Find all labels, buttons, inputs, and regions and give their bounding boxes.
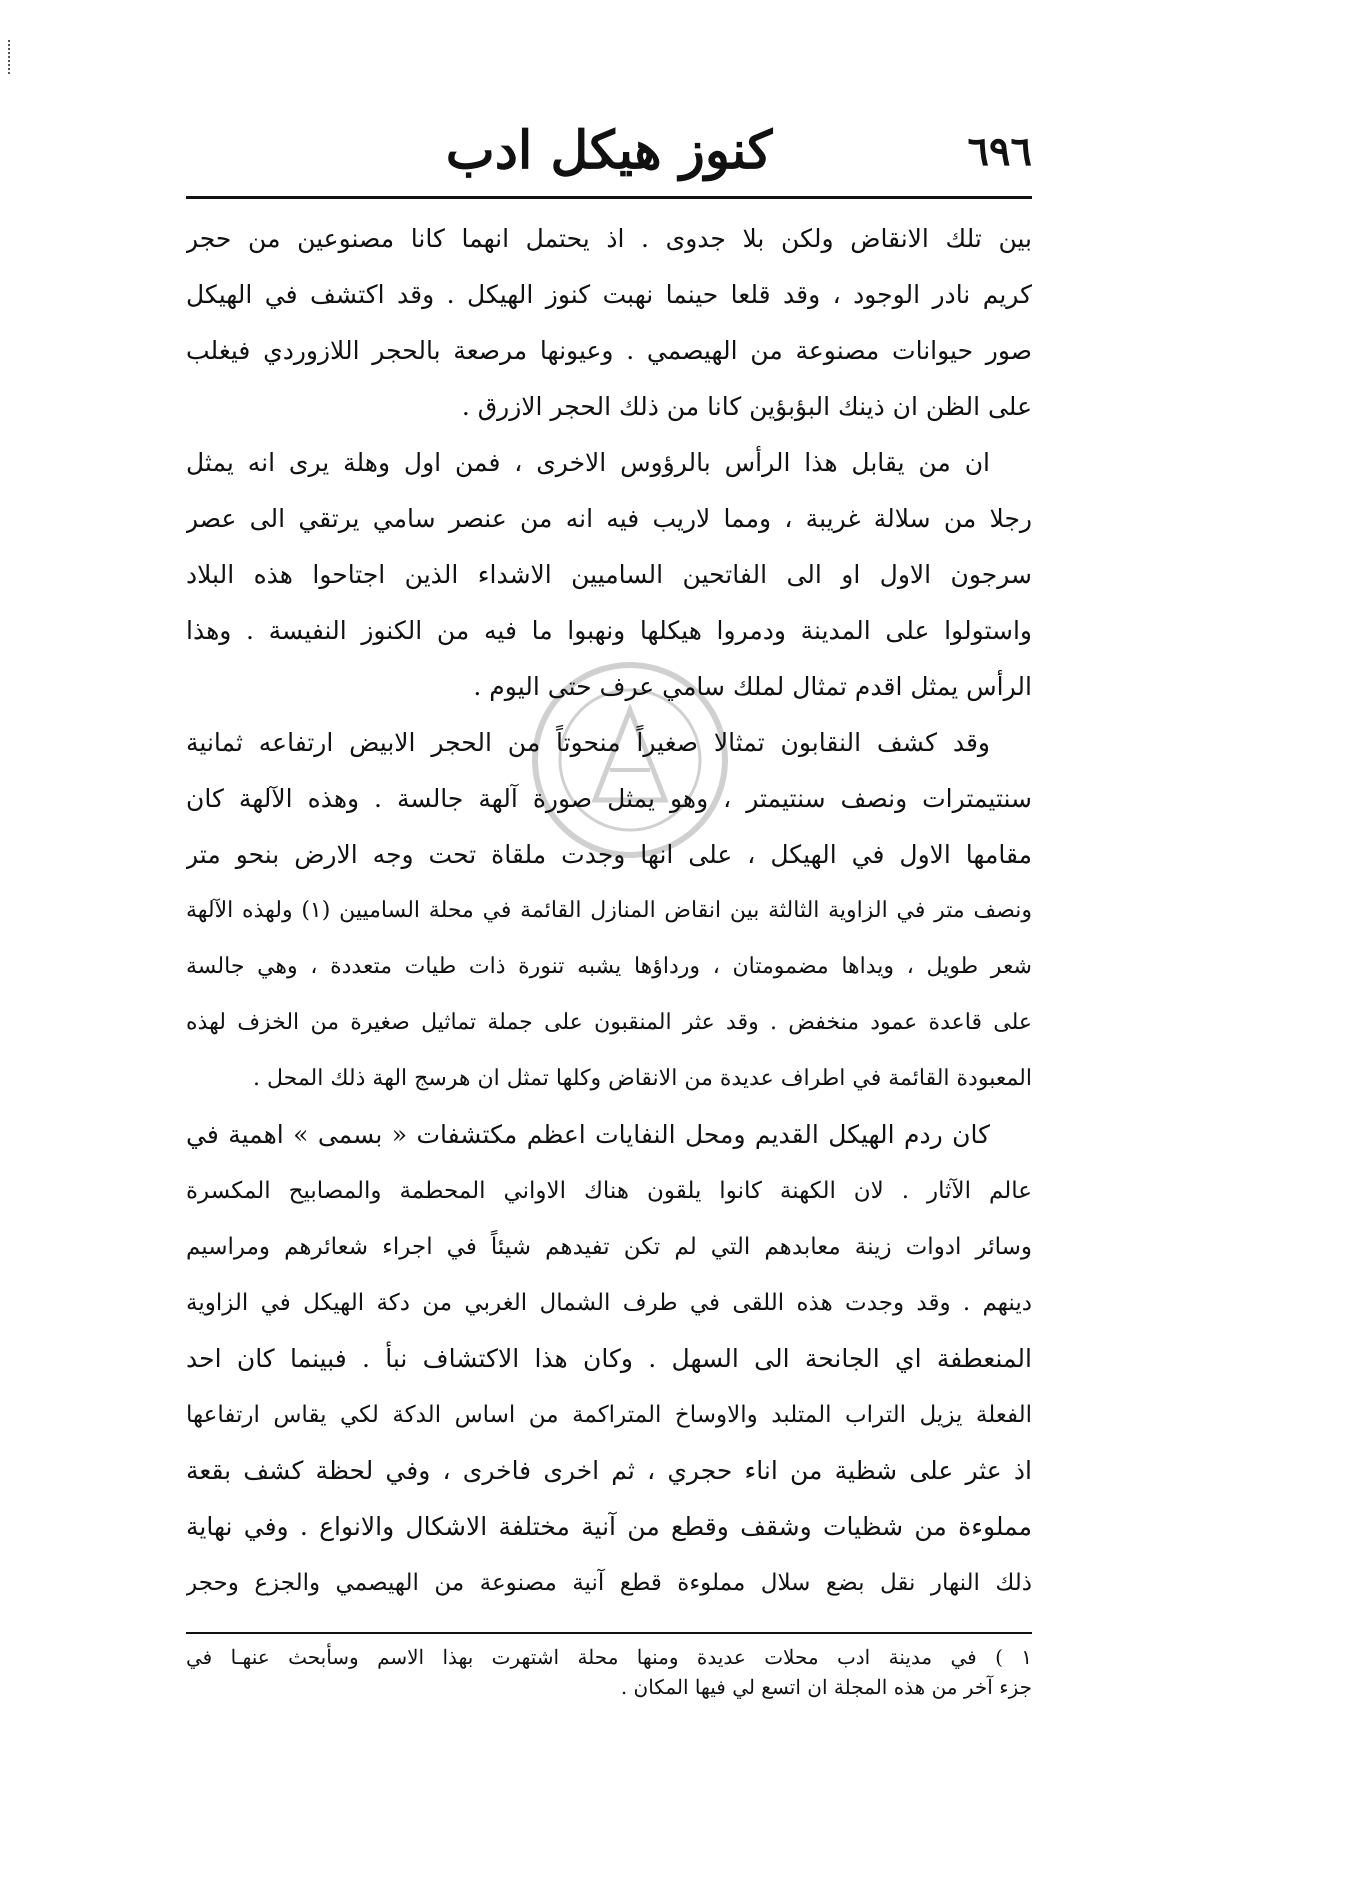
text-line: الرأس يمثل اقدم تمثال لملك سامي عرف حتى اليوم . xyxy=(473,672,1032,701)
text-line: ان من يقابل هذا الرأس بالرؤوس الاخرى ، فمن اول وهلة يرى انه يمثل xyxy=(186,448,990,477)
text-line: المنعطفة اي الجانحة الى السهل . وكان هذا الاكتشاف نبأ . فبينما كان احد xyxy=(186,1344,1032,1373)
text-line: سنتيمترات ونصف سنتيمتر ، وهو يمثل صورة آلهة جالسة . وهذه الآلهة كان xyxy=(186,784,1032,813)
text-line: سرجون الاول او الى الفاتحين الساميين الاشداء الذين اجتاحوا هذه البلاد xyxy=(186,560,1032,589)
text-line: عالم الآثار . لان الكهنة كانوا يلقون هناك الاواني المحطمة والمصابيح المكسرة xyxy=(186,1178,1032,1204)
text-line: ذلك النهار نقل بضع سلال مملوءة قطع آنية مصنوعة من الهيصمي والجزع وحجر xyxy=(186,1570,1032,1596)
text-line: كريم نادر الوجود ، وقد قلعا حينما نهبت كنوز الهيكل . وقد اكتشف في الهيكل xyxy=(186,280,1032,309)
footnote-rule xyxy=(186,1632,1032,1634)
text-line: مملوءة من شظيات وشقف وقطع من آنية مختلفة الاشكال والانواع . وفي نهاية xyxy=(186,1512,1032,1541)
text-line: رجلا من سلالة غريبة ، ومما لاريب فيه انه من عنصر سامي يرتقي الى عصر xyxy=(186,504,1032,533)
text-line: اذ عثر على شظية من اناء حجري ، ثم اخرى فاخرى ، وفي لحظة كشف بقعة xyxy=(186,1456,1032,1485)
text-line: على الظن ان ذينك البؤبؤين كانا من ذلك الحجر الازرق . xyxy=(461,392,1032,421)
header-rule xyxy=(186,196,1032,199)
body-text xyxy=(186,214,1032,1620)
text-line: مقامها الاول في الهيكل ، على انها وجدت ملقاة تحت وجه الارض بنحو متر xyxy=(186,840,1032,869)
text-line: على قاعدة عمود منخفض . وقد عثر المنقبون على جملة تماثيل صغيرة من الخزف لهذه xyxy=(186,1010,1032,1035)
footnote-line: ١ ) في مدينة ادب محلات عديدة ومنها محلة اشتهرت بهذا الاسم وسأبحث عنهـا في xyxy=(186,1645,1032,1669)
footnotes xyxy=(186,1642,1032,1702)
text-line: الفعلة يزيل التراب المتلبد والاوساخ المتراكمة من اساس الدكة لكي يقاس ارتفاعها xyxy=(186,1402,1032,1428)
text-line: وسائر ادوات زينة معابدهم التي لم تكن تفيدهم شيئاً في اجراء شعائرهم ومراسيم xyxy=(186,1234,1032,1260)
text-line: صور حيوانات مصنوعة من الهيصمي . وعيونها مرصعة بالحجر اللازوردي فيغلب xyxy=(186,336,1032,365)
text-line: دينهم . وقد وجدت هذه اللقى في طرف الشمال الغربي من دكة الهيكل في الزاوية xyxy=(186,1290,1032,1316)
text-line: شعر طويل ، ويداها مضمومتان ، ورداؤها يشبه تنورة ذات طيات متعددة ، وهي جالسة xyxy=(186,954,1032,979)
text-line: كان ردم الهيكل القديم ومحل النفايات اعظم مكتشفات « بسمى » اهمية في xyxy=(186,1120,990,1149)
text-line: بين تلك الانقاض ولكن بلا جدوى . اذ يحتمل انهما كانا مصنوعين من حجر xyxy=(186,224,1032,253)
page-header xyxy=(186,120,1032,196)
text-line: وقد كشف النقابون تمثالا صغيراً منحوتاً من الحجر الابيض ارتفاعه ثمانية xyxy=(186,728,990,757)
footnote-line: جزء آخر من هذه المجلة ان اتسع لي فيها المكان . xyxy=(620,1675,1032,1699)
running-title: كنوز هيكل ادب xyxy=(445,120,773,181)
scan-edge-marks xyxy=(8,40,14,74)
text-line: المعبودة القائمة في اطراف عديدة من الانقاض وكلها تمثل ان هرسج الهة ذلك المحل . xyxy=(252,1066,1032,1091)
page-number: ٦٩٦ xyxy=(967,128,1032,175)
text-line: واستولوا على المدينة ودمروا هيكلها ونهبوا ما فيه من الكنوز النفيسة . وهذا xyxy=(186,616,1032,645)
text-line: ونصف متر في الزاوية الثالثة بين انقاض المنازل القائمة في محلة الساميين (١) ولهذه الآلهة xyxy=(186,898,1032,923)
